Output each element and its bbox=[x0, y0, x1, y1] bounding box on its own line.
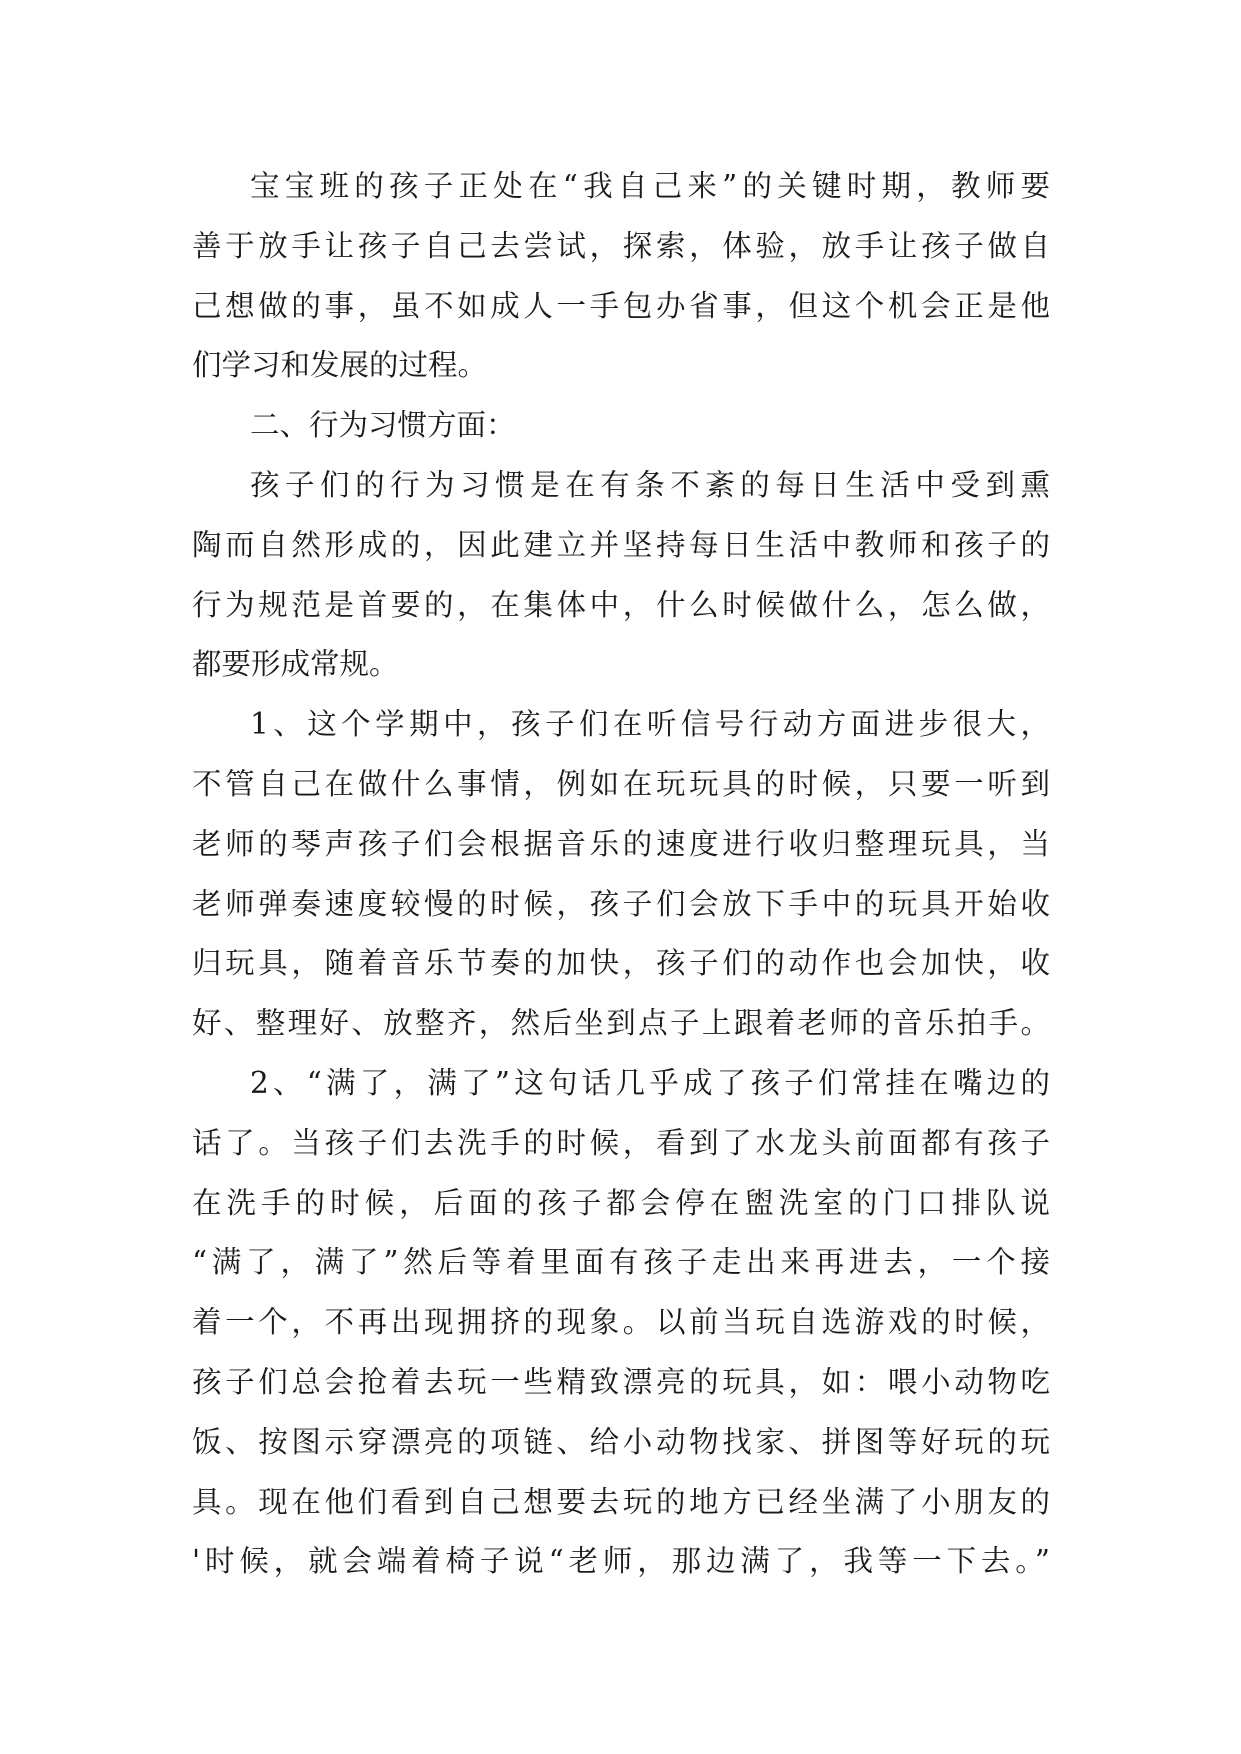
paragraph-line: 行为规范是首要的，在集体中，什么时候做什么，怎么做， bbox=[192, 587, 1050, 622]
paragraph-line: 都要形成常规。 bbox=[192, 647, 399, 682]
paragraph-line: 饭、按图示穿漂亮的项链、给小动物找家、拼图等好玩的玩 bbox=[192, 1424, 1050, 1459]
paragraph-line: 好、整理好、放整齐，然后坐到点子上跟着老师的音乐拍手。 bbox=[192, 1006, 1050, 1041]
paragraph-line: 归玩具，随着音乐节奏的加快，孩子们的动作也会加快，收 bbox=[192, 946, 1050, 981]
paragraph-line: 老师的琴声孩子们会根据音乐的速度进行收归整理玩具，当 bbox=[192, 826, 1050, 861]
paragraph-line: 孩子们的行为习惯是在有条不紊的每日生活中受到熏 bbox=[250, 467, 1050, 502]
paragraph-line: 们学习和发展的过程。 bbox=[192, 348, 488, 383]
body-text bbox=[192, 157, 1050, 1592]
paragraph-line: 具。现在他们看到自己想要去玩的地方已经坐满了小朋友的 bbox=[192, 1484, 1050, 1519]
paragraph-line: “满了，满了”然后等着里面有孩子走出来再进去，一个接 bbox=[192, 1245, 1050, 1280]
paragraph-line: 着一个，不再出现拥挤的现象。以前当玩自选游戏的时候， bbox=[192, 1305, 1050, 1340]
paragraph-line: 在洗手的时候，后面的孩子都会停在盥洗室的门口排队说 bbox=[192, 1185, 1050, 1220]
paragraph-line: 不管自己在做什么事情，例如在玩玩具的时候，只要一听到 bbox=[192, 766, 1050, 801]
paragraph-line: 2、“满了，满了”这句话几乎成了孩子们常挂在嘴边的 bbox=[250, 1065, 1050, 1100]
paragraph-line: 宝宝班的孩子正处在“我自己来”的关键时期，教师要 bbox=[250, 169, 1050, 203]
paragraph-line: 孩子们总会抢着去玩一些精致漂亮的玩具，如：喂小动物吃 bbox=[192, 1364, 1050, 1399]
paragraph-line: 己想做的事，虽不如成人一手包办省事，但这个机会正是他 bbox=[192, 288, 1050, 323]
section-heading: 二、行为习惯方面： bbox=[250, 408, 516, 443]
paragraph-line: 陶而自然形成的，因此建立并坚持每日生活中教师和孩子的 bbox=[192, 527, 1050, 562]
paragraph-line: 善于放手让孩子自己去尝试，探索，体验，放手让孩子做自 bbox=[192, 228, 1050, 263]
paragraph-line: '时候，就会端着椅子说“老师，那边满了，我等一下去。” bbox=[192, 1544, 1050, 1579]
paragraph-line: 1、这个学期中，孩子们在听信号行动方面进步很大， bbox=[250, 707, 1050, 742]
paragraph-line: 老师弹奏速度较慢的时候，孩子们会放下手中的玩具开始收 bbox=[192, 886, 1050, 921]
paragraph-line: 话了。当孩子们去洗手的时候，看到了水龙头前面都有孩子 bbox=[192, 1125, 1050, 1160]
